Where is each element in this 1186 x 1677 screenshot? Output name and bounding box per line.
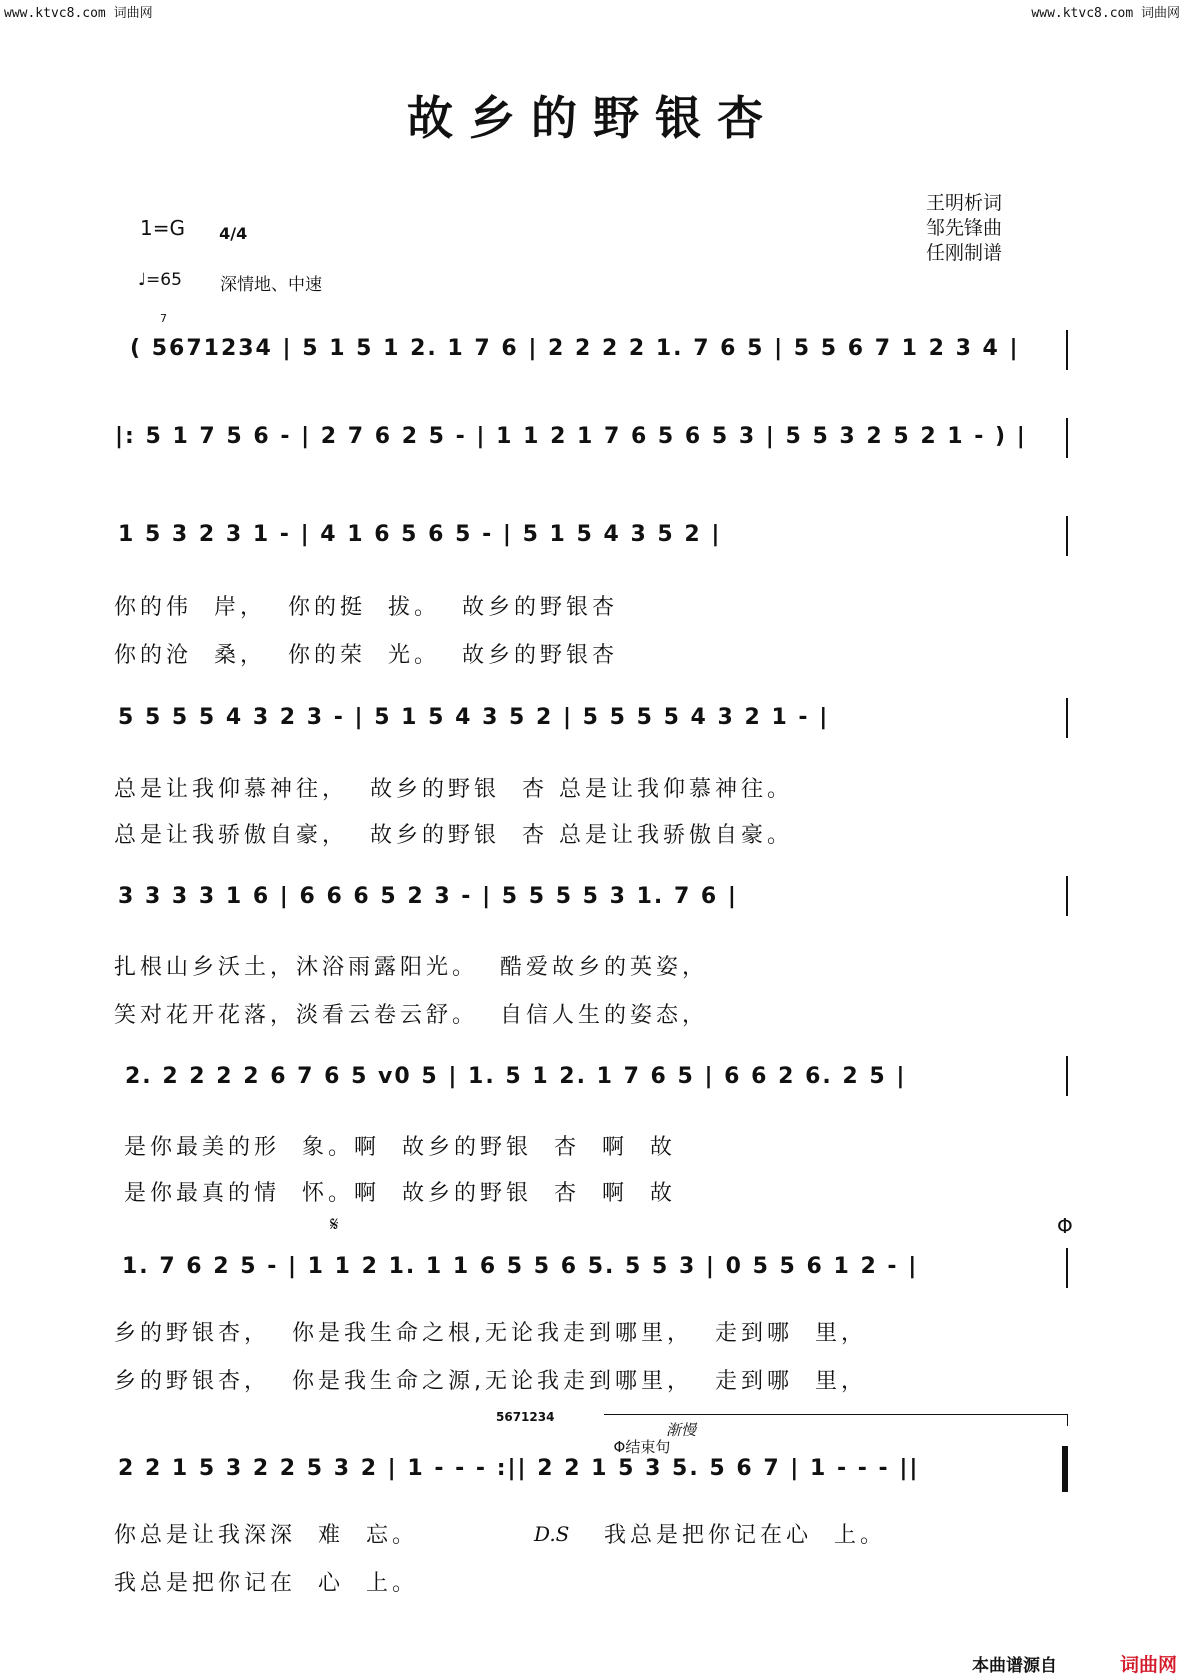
grace-notes: 5671234 [496,1410,555,1424]
composer-credit: 邹先锋曲 [926,217,1003,239]
site-header-right: www.ktvc8.com 词曲网 [1031,6,1180,21]
score-row-1: ( 5671234 | 5 1 5 1 2. 1 7 6 | 2 2 2 2 1. 7 6 5 | 5 5 6 7 1 2 3 4 | [130,336,1020,361]
barline [1066,876,1068,916]
time-signature-value: 4/4 [219,224,248,243]
barline [1066,1248,1068,1288]
score-row-4: 5 5 5 5 4 3 2 3 - | 5 1 5 4 3 5 2 | 5 5 5 5 4 3 2 1 - | [118,705,830,730]
ending-bracket-line [604,1414,1068,1415]
score-row-7: 1. 7 6 2 5 - | 1 1 2 1. 1 1 6 5 5 6 5. 5 5 3 | 0 5 5 6 1 2 - | [122,1254,919,1279]
ending-label-text: 结束句 [625,1438,671,1456]
footer-brand-link[interactable]: 词曲网 [1120,1654,1178,1676]
time-signature [208,208,247,242]
site-header-left: www.ktvc8.com 词曲网 [4,6,153,21]
lyrics-row-6-verse-1: 是你最美的形 象。啊 故乡的野银 杏 啊 故 [124,1135,676,1160]
expression-marking: 深情地、中速 [220,275,322,295]
coda-icon: Φ [1057,1214,1073,1238]
footer-source: 本曲谱源自 [972,1656,1057,1676]
tuplet-number: 7 [160,312,167,325]
transcriber-credit: 任刚制谱 [926,242,1003,264]
lyrics-row-6-verse-2: 是你最真的情 怀。啊 故乡的野银 杏 啊 故 [124,1181,676,1206]
ending-label [604,1418,670,1457]
slowing-marking: 渐慢 [666,1421,697,1439]
lyrics-row-8-verse-1: 你总是让我深深 难 忘。 [114,1523,418,1548]
coda-small-icon: Φ [613,1438,626,1456]
ending-bracket-end [1067,1414,1068,1426]
score-row-5: 3 3 3 3 1 6 | 6 6 6 5 2 3 - | 5 5 5 5 3 1. 7 6 | [118,884,738,909]
lyrics-row-7-verse-1: 乡的野银杏， 你是我生命之根,无论我走到哪里， 走到哪 里， [114,1321,867,1346]
lyrics-row-5-verse-1: 扎根山乡沃土，沐浴雨露阳光。 酷爱故乡的英姿， [114,955,708,980]
barline [1066,418,1068,458]
score-row-2: |: 5 1 7 5 6 - | 2 7 6 2 5 - | 1 1 2 1 7 6 5 6 5 3 | 5 5 3 2 5 2 1 - ) | [115,424,1027,449]
barline [1066,330,1068,370]
lyrics-row-3-verse-2: 你的沧 桑， 你的荣 光。 故乡的野银杏 [114,643,618,668]
lyrics-row-4-verse-2: 总是让我骄傲自豪， 故乡的野银 杏 总是让我骄傲自豪。 [114,823,793,848]
score-row-8: 2 2 1 5 3 2 2 5 3 2 | 1 - - - :|| 2 2 1 5 3 5. 5 6 7 | 1 - - - || [118,1456,920,1481]
ending-lyrics: 我总是把你记在心 上。 [604,1523,886,1548]
lyrics-row-4-verse-1: 总是让我仰慕神往， 故乡的野银 杏 总是让我仰慕神往。 [114,777,793,802]
song-title: 故乡的野银杏 [407,91,779,145]
final-barline [1062,1446,1068,1492]
lyricist-credit: 王明析词 [926,192,1003,214]
lyrics-row-8-verse-2: 我总是把你记在 心 上。 [114,1571,418,1596]
tempo-marking: ♩=65 [138,270,182,290]
score-row-6: 2. 2 2 2 2 6 7 6 5 v0 5 | 1. 5 1 2. 1 7 6 5 | 6 6 2 6. 2 5 | [125,1064,907,1089]
score-row-3: 1 5 3 2 3 1 - | 4 1 6 5 6 5 - | 5 1 5 4 3 5 2 | [118,522,722,547]
lyrics-row-5-verse-2: 笑对花开花落，淡看云卷云舒。 自信人生的姿态， [114,1003,708,1028]
ds-marking: D.S [534,1522,570,1546]
segno-icon: 𝄋 [330,1212,339,1236]
barline [1066,516,1068,556]
lyrics-row-3-verse-1: 你的伟 岸， 你的挺 拔。 故乡的野银杏 [114,595,618,620]
lyrics-row-7-verse-2: 乡的野银杏， 你是我生命之源,无论我走到哪里， 走到哪 里， [114,1369,867,1394]
key-signature: 1=G [140,216,185,240]
barline [1066,1056,1068,1096]
barline [1066,698,1068,738]
